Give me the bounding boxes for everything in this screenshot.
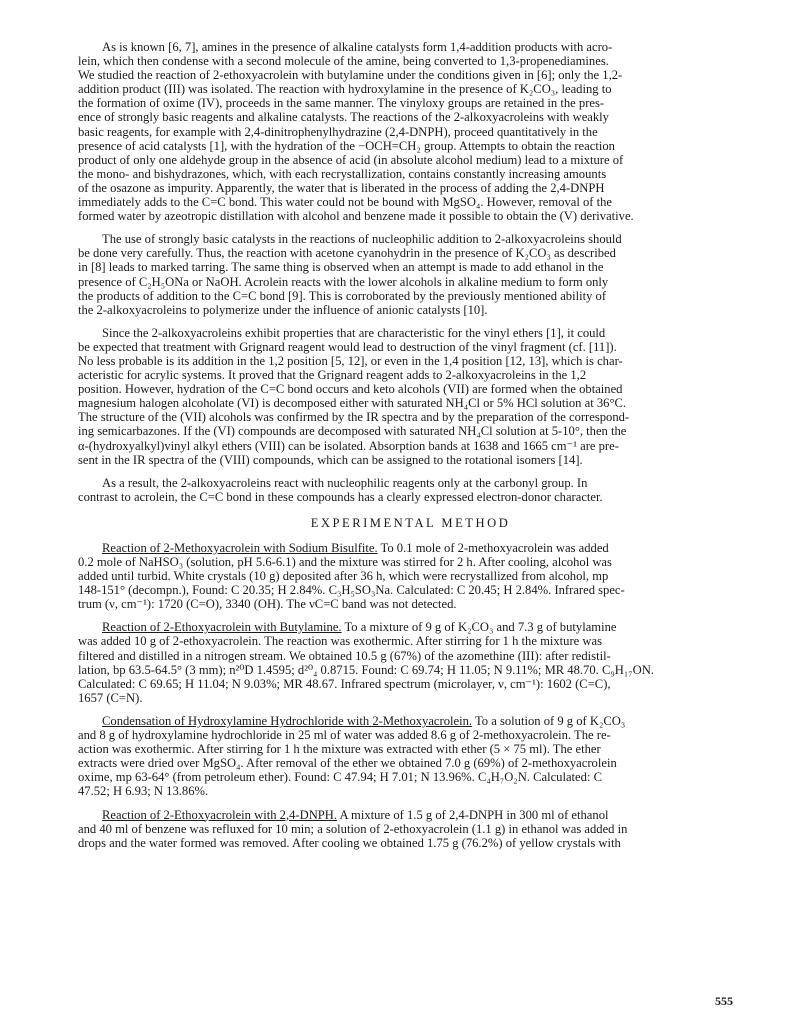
text-line: filtered and distilled in a nitrogen stream. We obtained 10.5 g (67%) of the azomethine (III): after redistil- — [78, 648, 611, 663]
text-line: The use of strongly basic catalysts in the reactions of nucleophilic addition to 2-alkoxyacroleins should — [102, 232, 622, 247]
text-run: To a mixture of 9 g of K₂CO₃ and 7.3 g of butylamine — [341, 620, 617, 635]
paragraph — [78, 232, 743, 317]
experimental-paragraph — [78, 541, 743, 611]
text-line: Calculated: C 69.65; H 11.04; N 9.03%; MR 48.67. Infrared spectrum (microlayer, ν, cm⁻¹): 1602 (C=C), — [78, 676, 611, 691]
text-line: in [8] leads to marked tarring. The same thing is observed when an attempt is made to add ethanol in the — [78, 260, 604, 275]
text-line: basic reagents, for example with 2,4-dinitrophenylhydrazine (2,4-DNPH), proceed quantitatively in the — [78, 124, 598, 139]
text-line: 0.2 mole of NaHSO₃ (solution, pH 5.6-6.1) and the mixture was stirred for 2 h. After cooling, alcohol was — [78, 555, 612, 569]
text-line — [78, 541, 743, 555]
text-line: contrast to acrolein, the C=C bond in these compounds has a clearly expressed electron-donor character. — [78, 489, 603, 504]
text-line: trum (ν, cm⁻¹): 1720 (C=O), 3340 (OH). The νC=C band was not detected. — [78, 597, 457, 612]
text-line: lation, bp 63.5-64.5° (3 mm); n²⁰D 1.4595; d²⁰₄ 0.8715. Found: C 69.74; H 11.05; N 9.11%; MR 48.70. C₉H₁₇ON. — [78, 662, 654, 677]
text-line: presence of C₂H₅ONa or NaOH. Acrolein reacts with the lower alcohols in alkaline medium to form only — [78, 274, 609, 289]
text-line: ence of strongly basic reagents and alkaline catalysts. The reactions of the 2-alkoxyacroleins with weakly — [78, 110, 609, 125]
experimental-section — [78, 541, 743, 850]
experimental-paragraph — [78, 620, 743, 705]
text-line: and 8 g of hydroxylamine hydrochloride in 25 ml of water was added 8.6 g of 2-methoxyacrolein. The re- — [78, 728, 611, 743]
paragraph — [78, 326, 743, 467]
text-line: As is known [6, 7], amines in the presence of alkaline catalysts form 1,4-addition products with acro- — [102, 40, 613, 54]
text-line: α-(hydroxyalkyl)vinyl alkyl ethers (VIII) can be isolated. Absorption bands at 1638 and 1665 cm⁻¹ are pre- — [78, 438, 619, 453]
experimental-paragraph — [78, 808, 743, 850]
body-text — [78, 40, 743, 504]
text-run: A mixture of 1.5 g of 2,4-DNPH in 300 ml of ethanol — [337, 807, 609, 822]
text-line: As a result, the 2-alkoxyacroleins react with nucleophilic reagents only at the carbonyl group. In — [102, 475, 588, 490]
text-line: 47.52; H 6.93; N 13.86%. — [78, 784, 209, 799]
page-number: 555 — [715, 994, 733, 1008]
text-line: oxime, mp 63-64° (from petroleum ether). Found: C 47.94; H 7.01; N 13.96%. C₄H₇O₂N. Calculated: C — [78, 770, 602, 785]
text-line — [78, 808, 743, 822]
text-line: ing semicarbazones. If the (VI) compounds are decomposed with saturated NH₄Cl solution at 5-10°, then the — [78, 424, 627, 439]
text-line: and 40 ml of benzene was refluxed for 10 min; a solution of 2-ethoxyacrolein (1.1 g) in ethanol was added in — [78, 821, 628, 836]
text-line: magnesium halogen alcoholate (VI) is decomposed either with saturated NH₄Cl or 5% HCl solution at 36°C. — [78, 396, 627, 411]
experimental-paragraph — [78, 714, 743, 799]
text-line: added until turbid. White crystals (10 g) deposited after 36 h, which were recrystallized from alcohol, mp — [78, 569, 609, 584]
text-line: extracts were dried over MgSO₄. After removal of the ether we obtained 7.0 g (69%) of 2-methoxyacrolein — [78, 756, 617, 771]
text-line: of the osazone as impurity. Apparently, the water that is liberated in the process of adding the 2,4-DNPH — [78, 180, 605, 195]
text-line: Since the 2-alkoxyacroleins exhibit properties that are characteristic for the vinyl ethers [1], it could — [102, 325, 606, 340]
section-heading: EXPERIMENTAL METHOD — [310, 515, 511, 530]
text-line: the products of addition to the C=C bond [9]. This is corroborated by the previously mentioned ability of — [78, 288, 607, 303]
text-line: presence of acid catalysts [1], with the hydration of the −OCH=CH₂ group. Attempts to obtain the reaction — [78, 138, 615, 153]
text-line — [78, 714, 743, 728]
text-line — [78, 620, 743, 634]
text-line: be done very carefully. Thus, the reaction with acetone cyanohydrin in the presence of K₂CO₃ as described — [78, 246, 616, 261]
text-line: be expected that treatment with Grignard reagent would lead to destruction of the vinyl fragment (cf. [11]). — [78, 339, 617, 354]
procedure-title: Reaction of 2-Methoxyacrolein with Sodium Bisulfite. — [102, 540, 378, 555]
text-line: No less probable is its addition in the 1,2 position [5, 12], or even in the 1,4 position [12, 13], which is char- — [78, 353, 623, 368]
text-line: 1657 (C=N). — [78, 690, 143, 705]
text-run: To 0.1 mole of 2-methoxyacrolein was added — [377, 540, 609, 555]
procedure-title: Reaction of 2-Ethoxyacrolein with Butylamine. — [102, 620, 342, 635]
paragraph — [78, 476, 743, 504]
procedure-title: Condensation of Hydroxylamine Hydrochloride with 2-Methoxyacrolein. — [102, 713, 473, 728]
text-line: formed water by azeotropic distillation with alcohol and benzene made it possible to obtain the (V) derivative. — [78, 209, 634, 224]
text-line: immediately adds to the C=C bond. This water could not be bound with MgSO₄. However, removal of the — [78, 195, 613, 210]
text-line: drops and the water formed was removed. After cooling we obtained 1.75 g (76.2%) of yellow crystals with — [78, 835, 621, 850]
text-line: addition product (III) was isolated. The reaction with hydroxylamine in the presence of K₂CO₃, leading to — [78, 82, 612, 97]
text-line: We studied the reaction of 2-ethoxyacrolein with butylamine under the conditions given in [6]; only the 1,2- — [78, 68, 623, 83]
text-line: The structure of the (VII) alcohols was confirmed by the IR spectra and by the preparation of the correspond- — [78, 410, 630, 425]
text-line: the formation of oxime (IV), proceeds in the same manner. The vinyloxy groups are retained in the pres- — [78, 96, 605, 111]
text-line: sent in the IR spectra of the (VIII) compounds, which can be assigned to the rotational isomers [14]. — [78, 452, 583, 467]
text-line: lein, which then condense with a second molecule of the amine, being converted to 1,3-propenediamines. — [78, 54, 609, 69]
text-line: action was exothermic. After stirring for 1 h the mixture was extracted with ether (5 × 75 ml). The ether — [78, 742, 601, 757]
text-line: product of only one aldehyde group in the absence of acid (in absolute alcohol medium) lead to a mixture of — [78, 152, 624, 167]
text-line: the mono- and bishydrazones, which, with each recrystallization, contains constantly increasing amounts — [78, 166, 607, 181]
paragraph — [78, 40, 743, 223]
text-line: 148-151° (decompn.), Found: C 20.35; H 2.84%. C₃H₅SO₃Na. Calculated: C 20.45; H 2.84%. Infrared spec- — [78, 583, 625, 598]
text-line: position. However, hydration of the C=C bond occurs and keto alcohols (VII) are formed when the obtained — [78, 382, 623, 397]
text-line: acteristic for acrylic systems. It proved that the Grignard reagent adds to 2-alkoxyacroleins in the 1,2 — [78, 368, 587, 383]
procedure-title: Reaction of 2-Ethoxyacrolein with 2,4-DNPH. — [102, 807, 338, 822]
text-line: the 2-alkoxyacroleins to polymerize under the influence of anionic catalysts [10]. — [78, 302, 488, 317]
text-line: was added 10 g of 2-ethoxyacrolein. The reaction was exothermic. After stirring for 1 h the mixture was — [78, 634, 602, 649]
text-run: To a solution of 9 g of K₂CO₃ — [472, 713, 626, 728]
